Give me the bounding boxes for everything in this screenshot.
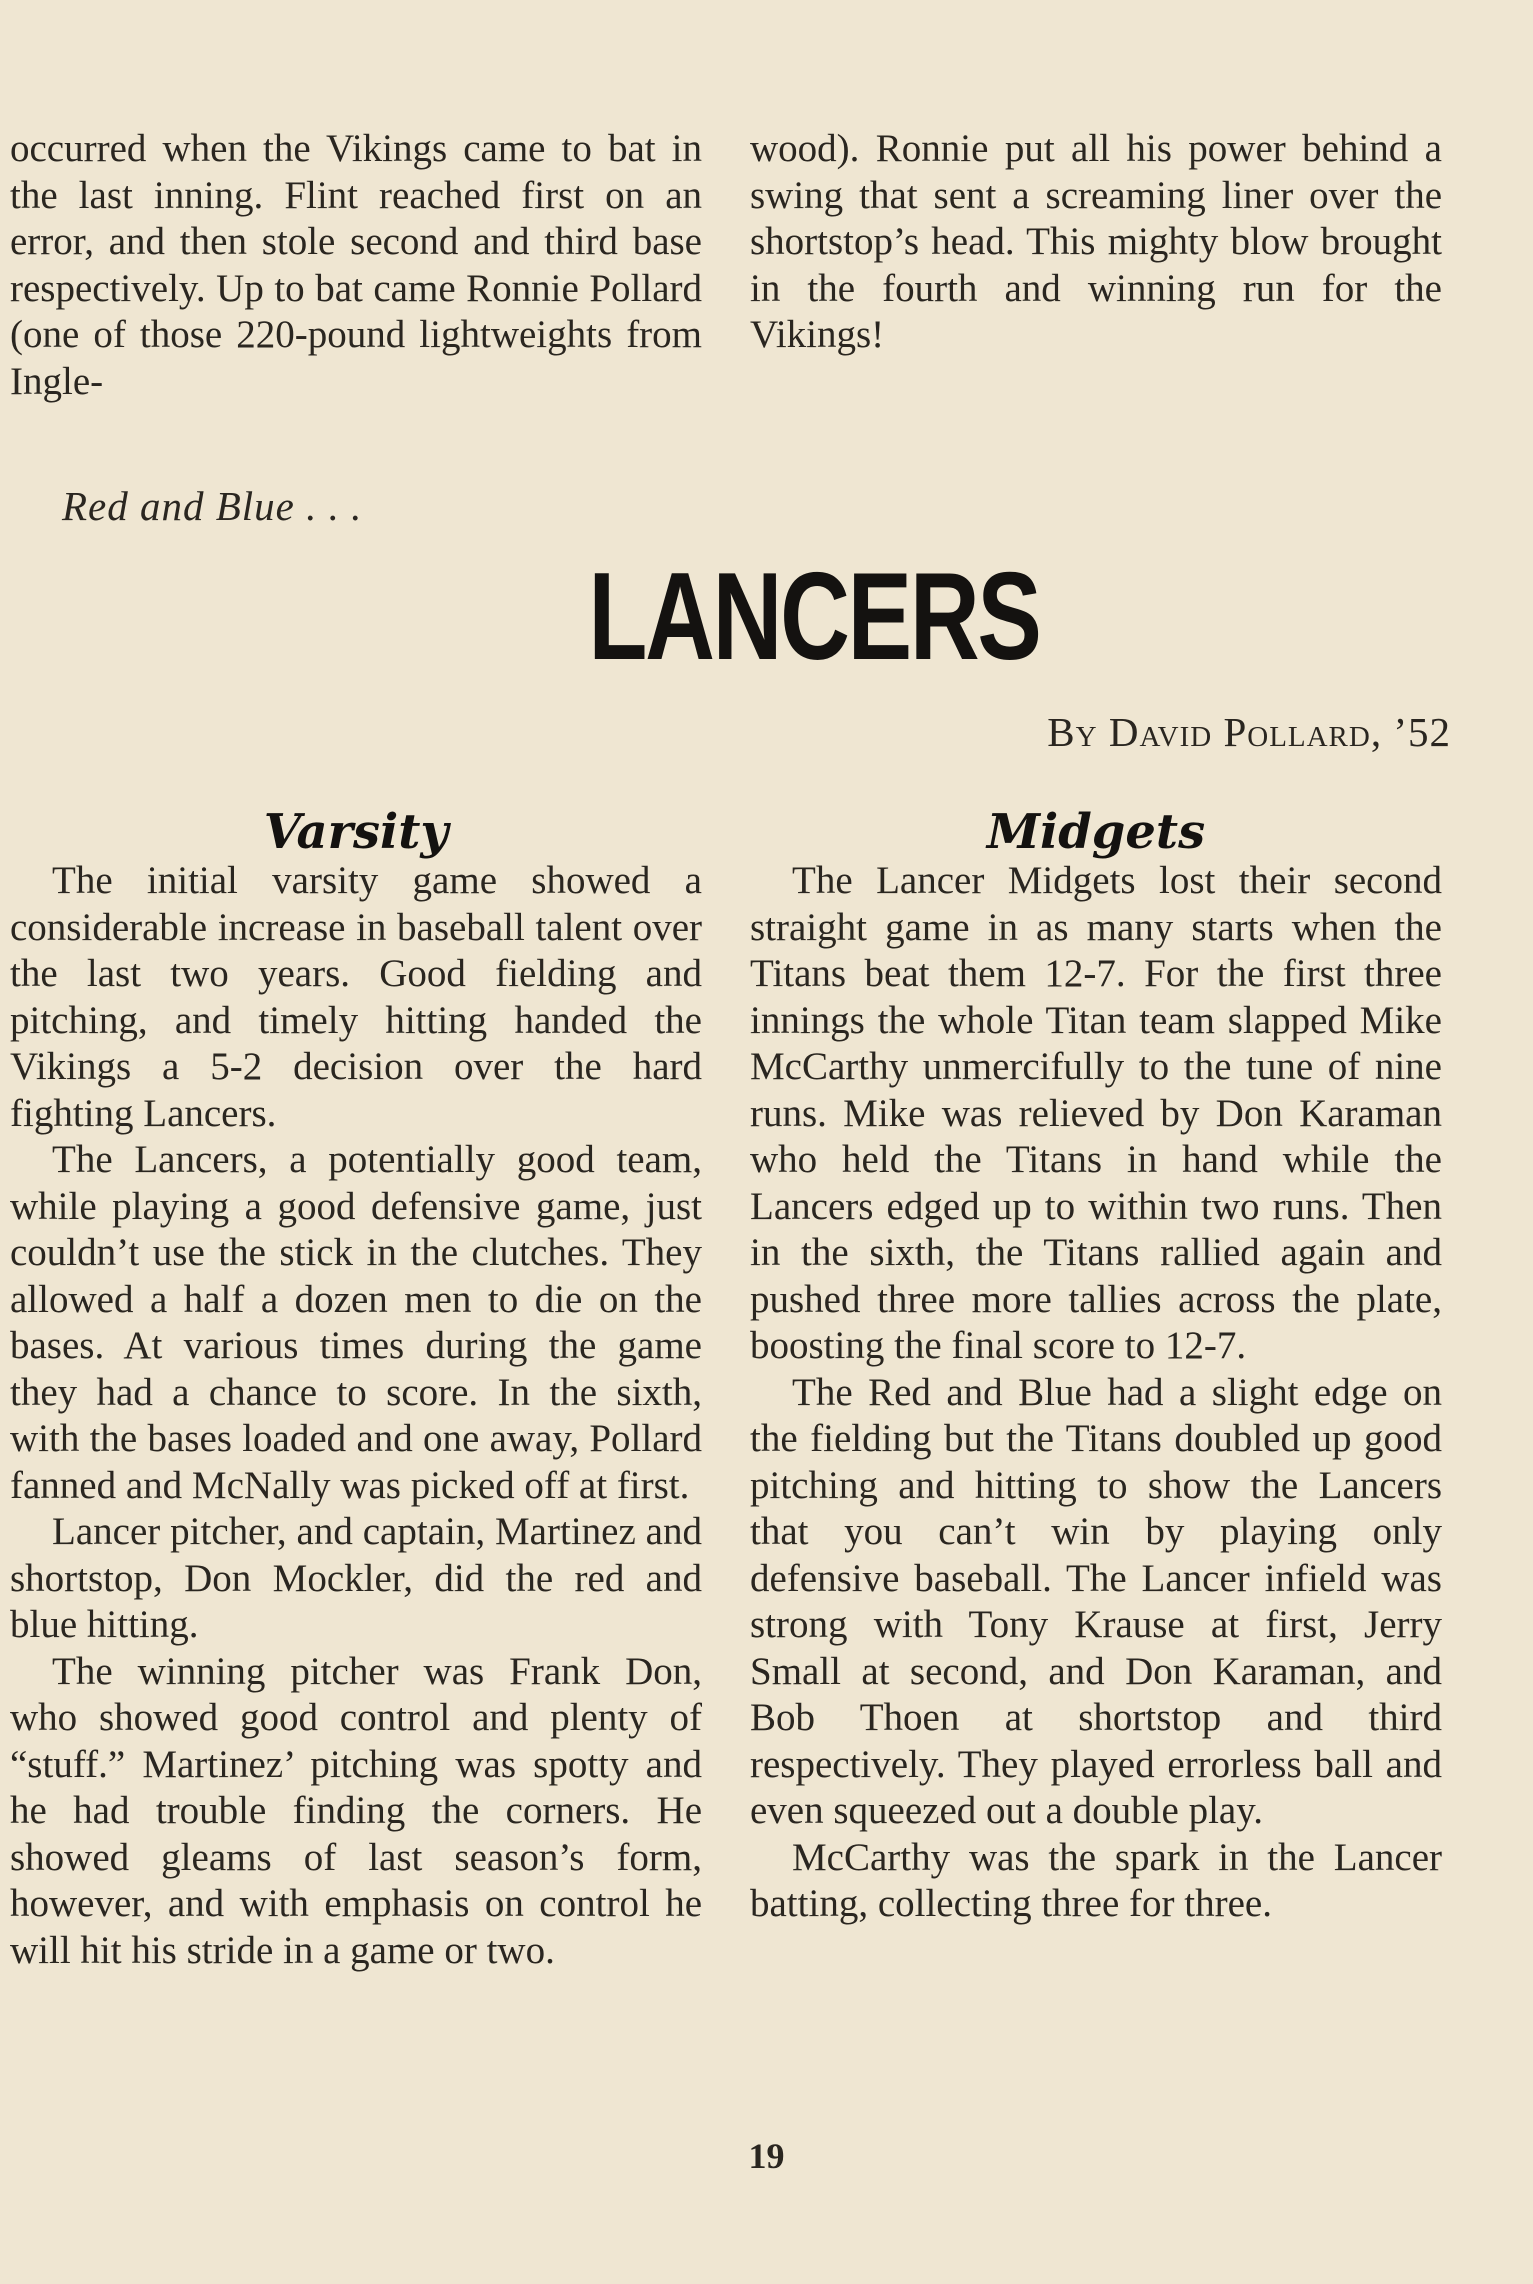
varsity-paragraph: The winning pitcher was Frank Don, who showed good control and plenty of “stuff.” Martinez’ pitching was spotty and he had trouble finding the corners. He showed gleams of last season’s form, however, and with emphasis on control he will hit his stride in a game or two. <box>10 1649 702 1972</box>
midgets-subheading: Midgets <box>986 804 1206 860</box>
continued-text-right <box>750 126 1442 359</box>
page-number: 19 <box>748 2136 785 2176</box>
varsity-paragraph: The Lancers, a potentially good team, while playing a good defensive game, just couldn’t use the stick in the clutches. They allowed a half a dozen men to die on the bases. At various times during the game they had a chance to score. In the sixth, with the bases loaded and one away, Pollard fanned and McNally was picked off at first. <box>10 1138 702 1507</box>
midgets-column <box>750 858 1442 1928</box>
varsity-subheading: Varsity <box>263 804 449 860</box>
article-byline: By David Pollard, ’52 <box>1047 709 1451 755</box>
varsity-paragraph: The initial varsity game showed a considerable increase in baseball talent over the last two years. Good fielding and pitching, and timely hitting handed the Vikings a 5-2 decision over the hard fighting Lancers. <box>10 859 702 1135</box>
varsity-column <box>10 858 702 1974</box>
article-kicker: Red and Blue . . . <box>62 483 363 529</box>
varsity-paragraph: Lancer pitcher, and captain, Martinez and shortstop, Don Mockler, did the red and blue hitting. <box>10 1510 702 1646</box>
continued-text-left <box>10 126 702 405</box>
continued-paragraph-right: wood). Ronnie put all his power behind a swing that sent a screaming liner over the shortstop’s head. This mighty blow brought in the fourth and winning run for the Vikings! <box>750 127 1442 356</box>
continued-paragraph-left: occurred when the Vikings came to bat in the last inning. Flint reached first on an error, and then stole second and third base respectively. Up to bat came Ronnie Pollard (one of those 220-pound lightweights from Ingle- <box>10 127 702 403</box>
midgets-paragraph: McCarthy was the spark in the Lancer batting, collecting three for three. <box>750 1835 1442 1925</box>
midgets-paragraph: The Lancer Midgets lost their second straight game in as many starts when the Titans beat them 12-7. For the first three innings the whole Titan team slapped Mike McCarthy unmercifully to the tune of nine runs. Mike was relieved by Don Karaman who held the Titans in hand while the Lancers edged up to within two runs. Then in the sixth, the Titans rallied again and pushed three more tallies across the plate, boosting the final score to 12-7. <box>750 859 1442 1367</box>
midgets-paragraph: The Red and Blue had a slight edge on the fielding but the Titans doubled up good pitching and hitting to show the Lancers that you can’t win by playing only defensive baseball. The Lancer infield was strong with Tony Krause at first, Jerry Small at second, and Don Karaman, and Bob Thoen at shortstop and third respectively. They played errorless ball and even squeezed out a double play. <box>750 1370 1442 1832</box>
article-headline: LANCERS <box>588 548 1040 686</box>
